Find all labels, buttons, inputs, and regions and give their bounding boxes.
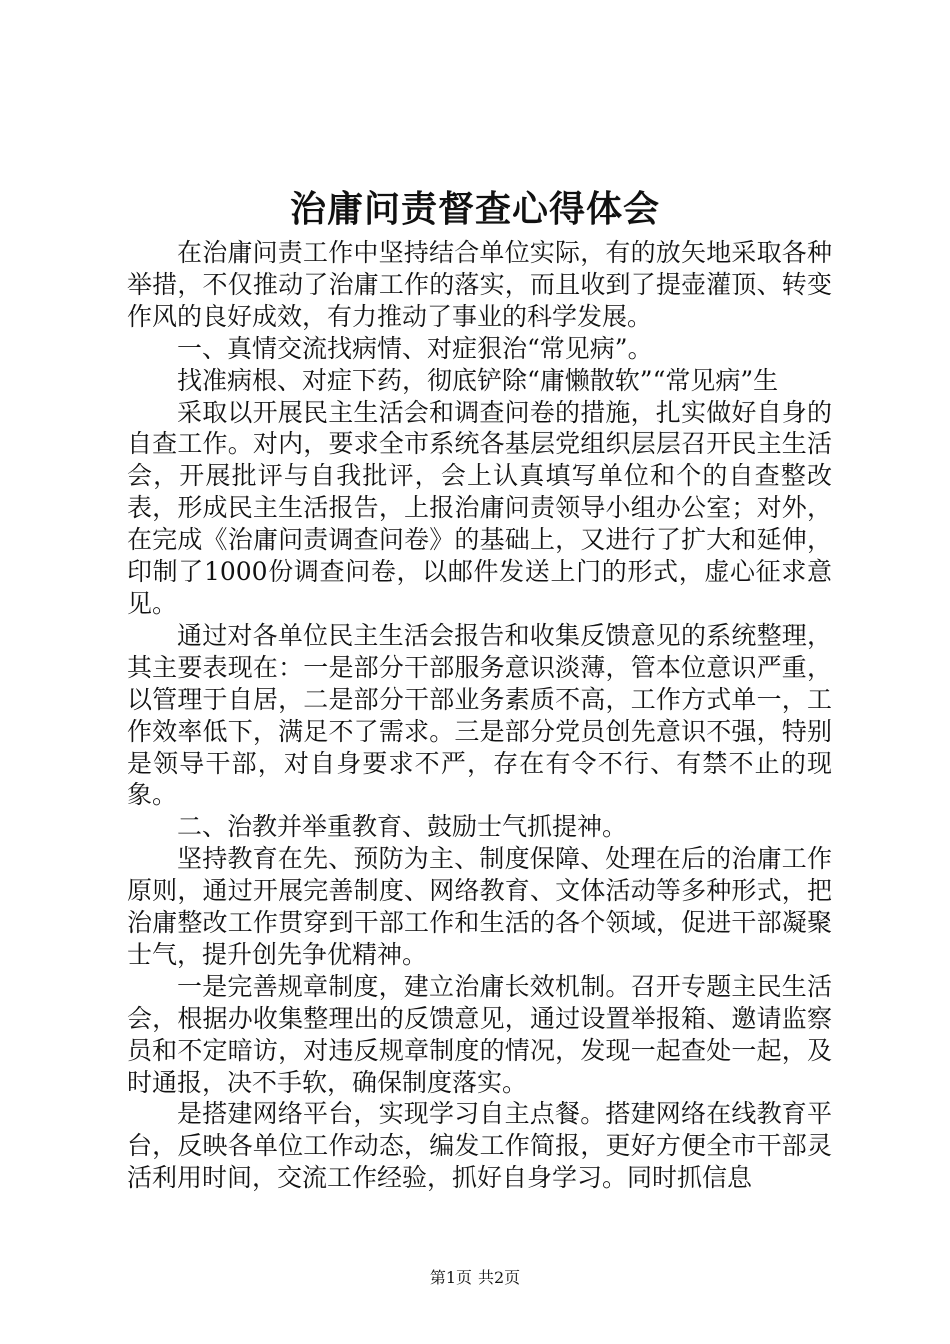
document-body [127,237,832,1194]
section-heading-2: 二、治教并举重教育、鼓励士气抓提神。 [177,812,628,842]
paragraph-findings: 通过对各单位民主生活会报告和收集反馈意见的系统整理，其主要表现在：一是部分干部服务意识淡薄，管本位意识严重，以管理于自居，二是部分干部业务素质不高，工作方式单一，工作效率低下，满足不了需求。三是部分党员创先意识不强，特别是领导干部，对自身要求不严，存在有令不行、有禁不止的现象。 [127,620,832,810]
section-heading-1: 一、真情交流找病情、对症狠治“常见病”。 [177,333,653,363]
document-title: 治庸问责督查心得体会 [289,188,660,230]
paragraph-education: 坚持教育在先、预防为主、制度保障、处理在后的治庸工作原则，通过开展完善制度、网络教育、文体活动等多种形式，把治庸整改工作贯穿到干部工作和生活的各个领域，促进干部凝聚士气，提升创先争优精神。 [127,844,832,969]
page-footer [0,1268,950,1288]
paragraph-rules: 一是完善规章制度，建立治庸长效机制。召开专题主民生活会，根据办收集整理出的反馈意见，通过设置举报箱、邀请监察员和不定暗访，对违反规章制度的情况，发现一起查处一起，及时通报，决不手软，确保制度落实。 [127,971,832,1097]
paragraph-intro: 在治庸问责工作中坚持结合单位实际，有的放矢地采取各种举措，不仅推动了治庸工作的落实，而且收到了提壶灌顶、转变作风的良好成效，有力推动了事业的科学发展。 [127,238,832,331]
page-number: 第1页 [429,1268,472,1287]
paragraph-self-check: 采取以开展民主生活会和调查问卷的措施，扎实做好自身的自查工作。对内，要求全市系统各基层党组织层层召开民主生活会，开展批评与自我批评，会上认真填写单位和个的自查整改表，形成民主生活报告，上报治庸问责领导小组办公室；对外，在完成《治庸问责调查问卷》的基础上，又进行了扩大和延伸，印制了1000份调查问卷，以邮件发送上门的形式，虚心征求意见。 [127,397,832,618]
paragraph-network: 是搭建网络平台，实现学习自主点餐。搭建网络在线教育平台，反映各单位工作动态，编发工作简报，更好方便全市干部灵活利用时间，交流工作经验，抓好自身学习。同时抓信息 [127,1099,832,1193]
paragraph-diagnosis: 找准病根、对症下药，彻底铲除“庸懒散软”“常见病”生 [177,365,779,395]
page-total: 共2页 [478,1268,521,1287]
